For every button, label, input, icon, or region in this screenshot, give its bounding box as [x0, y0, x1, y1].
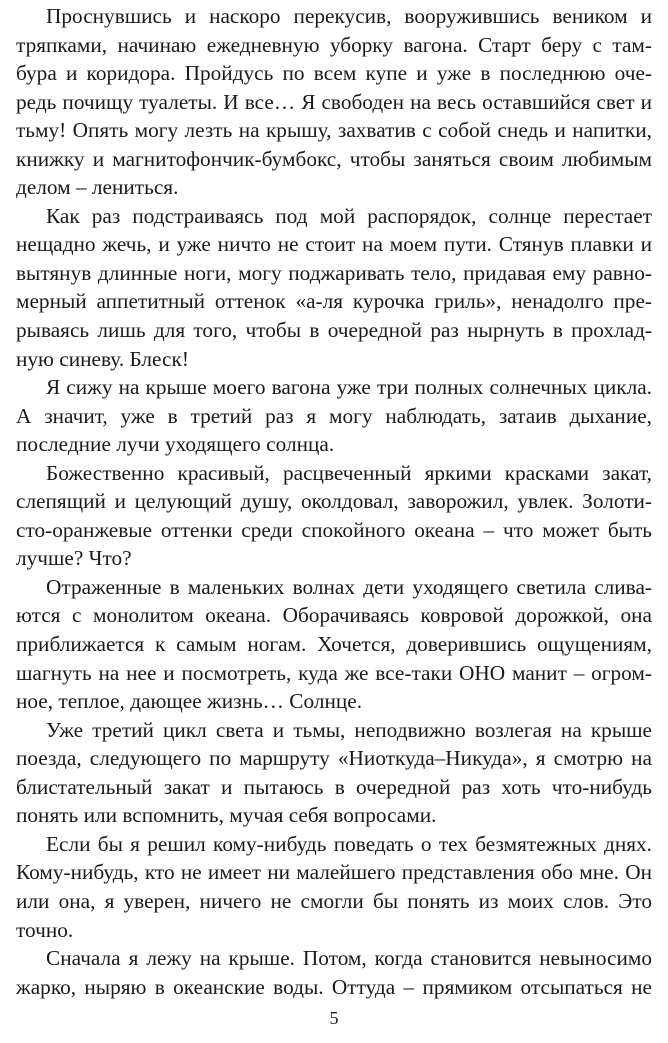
text-line: поезда, следующего по маршруту «Ниоткуда–Никуда», я смотрю на	[16, 746, 652, 771]
text-line: вытянув длинные ноги, могу поджаривать тело, придавая ему равно-	[16, 260, 652, 285]
text-line: последние лучи уходящего солнца.	[16, 432, 335, 457]
text-line: Божественно красивый, расцвеченный яркими красками закат,	[46, 460, 652, 485]
text-line: делом – лениться.	[16, 175, 179, 200]
text-line: книжку и магнитофончик-бумбокс, чтобы заняться своим любимым	[16, 146, 652, 171]
text-line: тьму! Опять могу лезть на крышу, захватив с собой снедь и напитки,	[16, 118, 652, 143]
text-line: редь почищу туалеты. И все… Я свободен на весь оставшийся свет и	[16, 89, 652, 114]
text-line: сто-оранжевые оттенки среди спокойного океана – что может быть	[16, 517, 652, 542]
text-line: или она, я уверен, ничего не смогли бы понять из моих слов. Это	[16, 888, 652, 913]
text-line: слепящий и целующий душу, околдовал, заворожил, увлек. Золоти-	[16, 489, 652, 514]
text-line: ются с монолитом океана. Оборачиваясь ковровой дорожкой, она	[16, 603, 652, 628]
text-line: приближается к самым ногам. Хочется, доверившись ощущениям,	[16, 632, 652, 657]
text-line: лучше? Что?	[16, 546, 132, 571]
text-line: А значит, уже в третий раз я могу наблюдать, затаив дыхание,	[16, 403, 652, 428]
text-line: Я сижу на крыше моего вагона уже три полных солнечных цикла.	[46, 375, 652, 400]
text-line: точно.	[16, 917, 74, 942]
text-line: Отраженные в маленьких волнах дети уходящего светила слива-	[46, 574, 652, 599]
text-line: рываясь лишь для того, чтобы в очередной раз нырнуть в прохлад-	[16, 318, 652, 343]
text-line: Как раз подстраиваясь под мой распорядок, солнце перестает	[46, 203, 652, 228]
text-line: блистательный закат и пытаюсь в очередной раз хоть что-нибудь	[16, 774, 652, 799]
text-line: Если бы я решил кому-нибудь поведать о тех безмятежных днях.	[46, 831, 652, 856]
text-line: ную синеву. Блеск!	[16, 346, 189, 371]
text-line: нещадно жечь, и уже ничто не стоит на моем пути. Стянув плавки и	[16, 232, 652, 257]
page-number: 5	[329, 1008, 339, 1028]
text-line: Проснувшись и наскоро перекусив, вооружившись веником и	[46, 4, 652, 28]
text-line: понять или вспомнить, мучая себя вопросами.	[16, 803, 437, 828]
text-line: ное, теплое, дающее жизнь… Солнце.	[16, 689, 363, 714]
text-line: Кому-нибудь, кто не имеет ни малейшего представления обо мне. Он	[16, 860, 652, 885]
text-line: жарко, ныряю в океанские воды. Оттуда – прямиком отсыпаться не	[16, 974, 652, 999]
text-line: Уже третий цикл света и тьмы, неподвижно возлегая на крыше	[46, 717, 652, 742]
text-line: бура и коридора. Пройдусь по всем купе и уже в последнюю оче-	[16, 61, 652, 86]
text-line: тряпками, начинаю ежедневную уборку вагона. Старт беру с там-	[16, 32, 652, 57]
text-line: Сначала я лежу на крыше. Потом, когда становится невыносимо	[46, 946, 652, 971]
text-line: шагнуть на нее и посмотреть, куда же все-таки ОНО манит – огром-	[16, 660, 652, 685]
text-line: мерный аппетитный оттенок «а-ля курочка гриль», ненадолго пре-	[16, 289, 652, 314]
body-text	[16, 2, 652, 1001]
